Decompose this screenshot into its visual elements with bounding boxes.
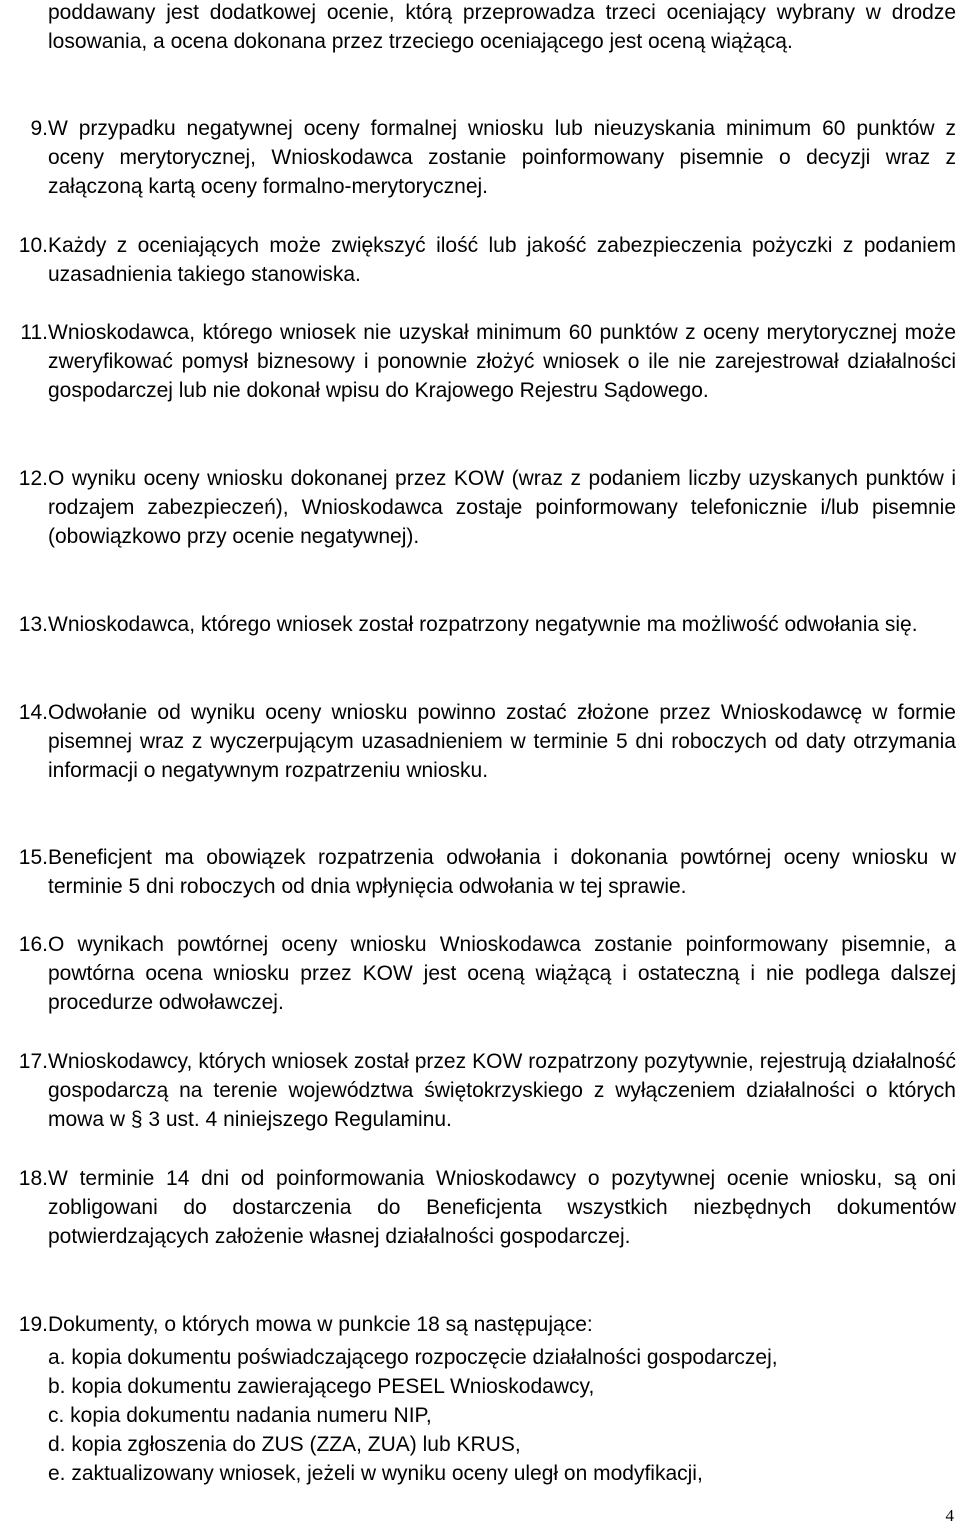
sub-item-c: c. kopia dokumentu nadania numeru NIP, xyxy=(48,1404,432,1427)
sub-item-d: d. kopia zgłoszenia do ZUS (ZZA, ZUA) lub KRUS, xyxy=(48,1433,521,1456)
list-item-16 xyxy=(5,930,956,1017)
page-number: 4 xyxy=(945,1506,954,1525)
item-text: O wyniku oceny wniosku dokonanej przez KOW (wraz z podaniem liczby uzyskanych punktów i rodzajem zabezpieczeń), Wnioskodawca zostaje poinformowany telefonicznie i/lub pisemnie (obowiązkowo przy ocenie negatywnej). xyxy=(48,467,956,548)
item-text: Wnioskodawca, którego wniosek został rozpatrzony negatywnie ma możliwość odwołania się. xyxy=(48,613,918,636)
item-text: Dokumenty, o których mowa w punkcie 18 są następujące: xyxy=(48,1313,593,1336)
list-item-19 xyxy=(5,1310,956,1339)
item-number: 13. xyxy=(18,613,48,636)
item-text: Odwołanie od wyniku oceny wniosku powinno zostać złożone przez Wnioskodawcę w formie pisemnej wraz z wyczerpującym uzasadnieniem w terminie 5 dni roboczych od daty otrzymania informacji o negatywnym rozpatrzeniu wniosku. xyxy=(48,701,956,782)
item-text: W terminie 14 dni od poinformowania Wnioskodawcy o pozytywnej ocenie wniosku, są oni zobligowani do dostarczenia do Beneficjenta wszystkich niezbędnych dokumentów potwierdzających założenie własnej działalności gospodarczej. xyxy=(48,1167,956,1248)
lead-paragraph: poddawany jest dodatkowej ocenie, którą przeprowadza trzeci oceniający wybrany w drodze losowania, a ocena dokonana przez trzeciego oceniającego jest oceną wiążącą. xyxy=(48,1,956,53)
item-number: 16. xyxy=(18,933,48,956)
sub-item-e: e. zaktualizowany wniosek, jeżeli w wyniku oceny uległ on modyfikacji, xyxy=(48,1462,703,1485)
item-number: 10. xyxy=(18,234,48,257)
list-item-11 xyxy=(5,318,956,405)
item-number: 18. xyxy=(18,1167,48,1190)
list-item-10 xyxy=(5,231,956,289)
item-number: 19. xyxy=(18,1313,48,1336)
item-number: 11. xyxy=(20,321,48,344)
list-item-18 xyxy=(5,1164,956,1251)
list-item-9 xyxy=(5,114,956,201)
sub-item-a: a. kopia dokumentu poświadczającego rozpoczęcie działalności gospodarczej, xyxy=(48,1346,778,1369)
item-text: Beneficjent ma obowiązek rozpatrzenia odwołania i dokonania powtórnej oceny wniosku w terminie 5 dni roboczych od dnia wpłynięcia odwołania w tej sprawie. xyxy=(48,846,956,898)
item-text: Każdy z oceniających może zwiększyć ilość lub jakość zabezpieczenia pożyczki z podaniem uzasadnienia takiego stanowiska. xyxy=(48,234,956,286)
list-item-13 xyxy=(5,610,956,639)
item-number: 17. xyxy=(18,1050,48,1073)
item-text: Wnioskodawca, którego wniosek nie uzyskał minimum 60 punktów z oceny merytorycznej może zweryfikować pomysł biznesowy i ponownie złożyć wniosek o ile nie zarejestrował działalności gospodarczej lub nie dokonał wpisu do Krajowego Rejestru Sądowego. xyxy=(48,321,956,402)
item-number: 12. xyxy=(18,467,48,490)
list-item-15 xyxy=(5,843,956,901)
item-number: 9. xyxy=(30,117,48,140)
item-text: Wnioskodawcy, których wniosek został przez KOW rozpatrzony pozytywnie, rejestrują działalność gospodarczą na terenie województwa świętokrzyskiego z wyłączeniem działalności o których mowa w § 3 ust. 4 niniejszego Regulaminu. xyxy=(48,1050,956,1131)
sub-item-b: b. kopia dokumentu zawierającego PESEL Wnioskodawcy, xyxy=(48,1375,595,1398)
item-text: O wynikach powtórnej oceny wniosku Wnioskodawca zostanie poinformowany pisemnie, a powtórna ocena wniosku przez KOW jest oceną wiążącą i ostateczną i nie podlega dalszej procedurze odwoławczej. xyxy=(48,933,956,1014)
item-number: 14. xyxy=(18,701,48,724)
list-item-17 xyxy=(5,1047,956,1134)
list-item-12 xyxy=(5,464,956,551)
item-number: 15. xyxy=(18,846,48,869)
item-text: W przypadku negatywnej oceny formalnej wniosku lub nieuzyskania minimum 60 punktów z oceny merytorycznej, Wnioskodawca zostanie poinformowany pisemnie o decyzji wraz z załączoną kartą oceny formalno-merytorycznej. xyxy=(48,117,956,198)
list-item-14 xyxy=(5,698,956,785)
